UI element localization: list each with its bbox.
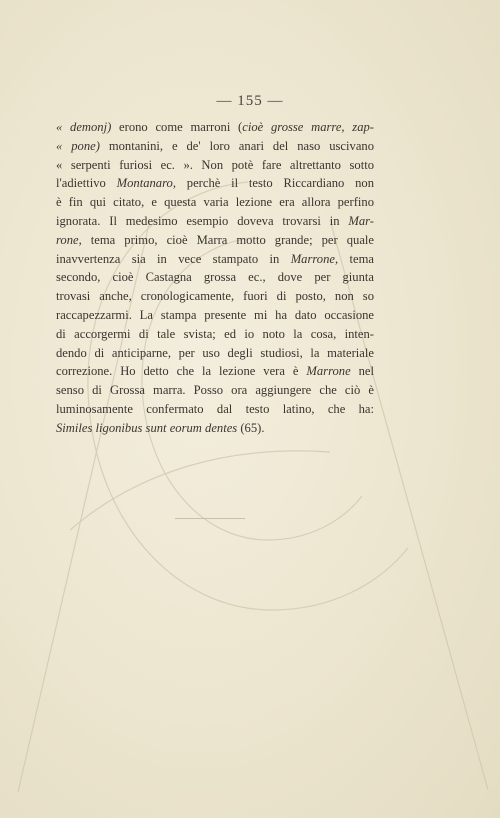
text-line xyxy=(56,137,374,156)
italic-text: Mar- xyxy=(348,213,374,228)
italic-text: « demonj) xyxy=(56,120,112,134)
body-paragraph xyxy=(56,118,374,438)
text-line xyxy=(56,400,374,419)
italic-text: rone, xyxy=(56,232,82,247)
text-segment: secondo, cioè Castagna grossa ec., dove per giunta xyxy=(56,270,374,285)
italic-text: cioè grosse marre, zap- xyxy=(242,120,374,134)
text-line xyxy=(56,193,374,212)
text-segment: senso di Grossa marra. Posso ora aggiungere che ciò è xyxy=(56,383,374,398)
text-line xyxy=(56,212,374,231)
page-number: — 155 — xyxy=(216,93,284,109)
text-line xyxy=(56,381,374,400)
text-segment: montanini, e de' loro anari del naso uscivano xyxy=(99,138,374,153)
text-line xyxy=(56,268,374,287)
text-line xyxy=(56,344,374,363)
text-segment: è fin qui citato, e questa varia lezione era allora perfino xyxy=(56,195,374,210)
italic-text: Montanaro xyxy=(116,176,173,191)
text-segment: di accorgermi di tale svista; ed io noto la cosa, inten- xyxy=(56,326,374,341)
text-segment: , perchè il testo Riccardiano non xyxy=(172,176,374,191)
text-line xyxy=(56,287,374,306)
text-segment: correzione. Ho detto che la lezione vera è xyxy=(56,364,307,379)
text-segment: raccapezzarmi. La stampa presente mi ha dato occasione xyxy=(56,307,374,322)
text-segment: (65). xyxy=(237,420,265,435)
text-segment: dendo di anticiparne, per uso degli studiosi, la materiale xyxy=(56,345,374,360)
text-line xyxy=(56,325,374,344)
text-line xyxy=(56,118,374,137)
italic-text: Similes ligonibus sunt eorum dentes xyxy=(56,420,238,435)
text-line xyxy=(56,156,374,175)
text-line xyxy=(56,362,374,381)
text-line xyxy=(56,174,374,193)
text-line xyxy=(56,231,374,250)
text-segment: l'adiettivo xyxy=(56,176,117,191)
text-segment: « serpenti furiosi ec. ». Non potè fare altrettanto sotto xyxy=(56,157,374,172)
text-line xyxy=(56,250,374,269)
text-line xyxy=(56,419,374,438)
text-segment: erono come marroni ( xyxy=(111,120,243,134)
text-segment: ignorata. Il medesimo esempio doveva trovarsi in xyxy=(56,213,349,228)
page-divider xyxy=(175,518,245,519)
italic-text: « pone) xyxy=(56,138,100,153)
text-segment: nel xyxy=(350,364,374,379)
text-segment: tema primo, cioè Marra motto grande; per quale xyxy=(81,232,374,247)
italic-text: Marrone xyxy=(306,364,351,379)
text-segment: tema xyxy=(338,251,375,266)
text-segment: inavvertenza sia in vece stampato in xyxy=(56,251,291,266)
text-segment: trovasi anche, cronologicamente, fuori di posto, non so xyxy=(56,289,374,304)
italic-text: Marrone, xyxy=(290,251,339,266)
text-segment: luminosamente confermato dal testo latino, che ha: xyxy=(56,401,374,416)
text-line xyxy=(56,306,374,325)
